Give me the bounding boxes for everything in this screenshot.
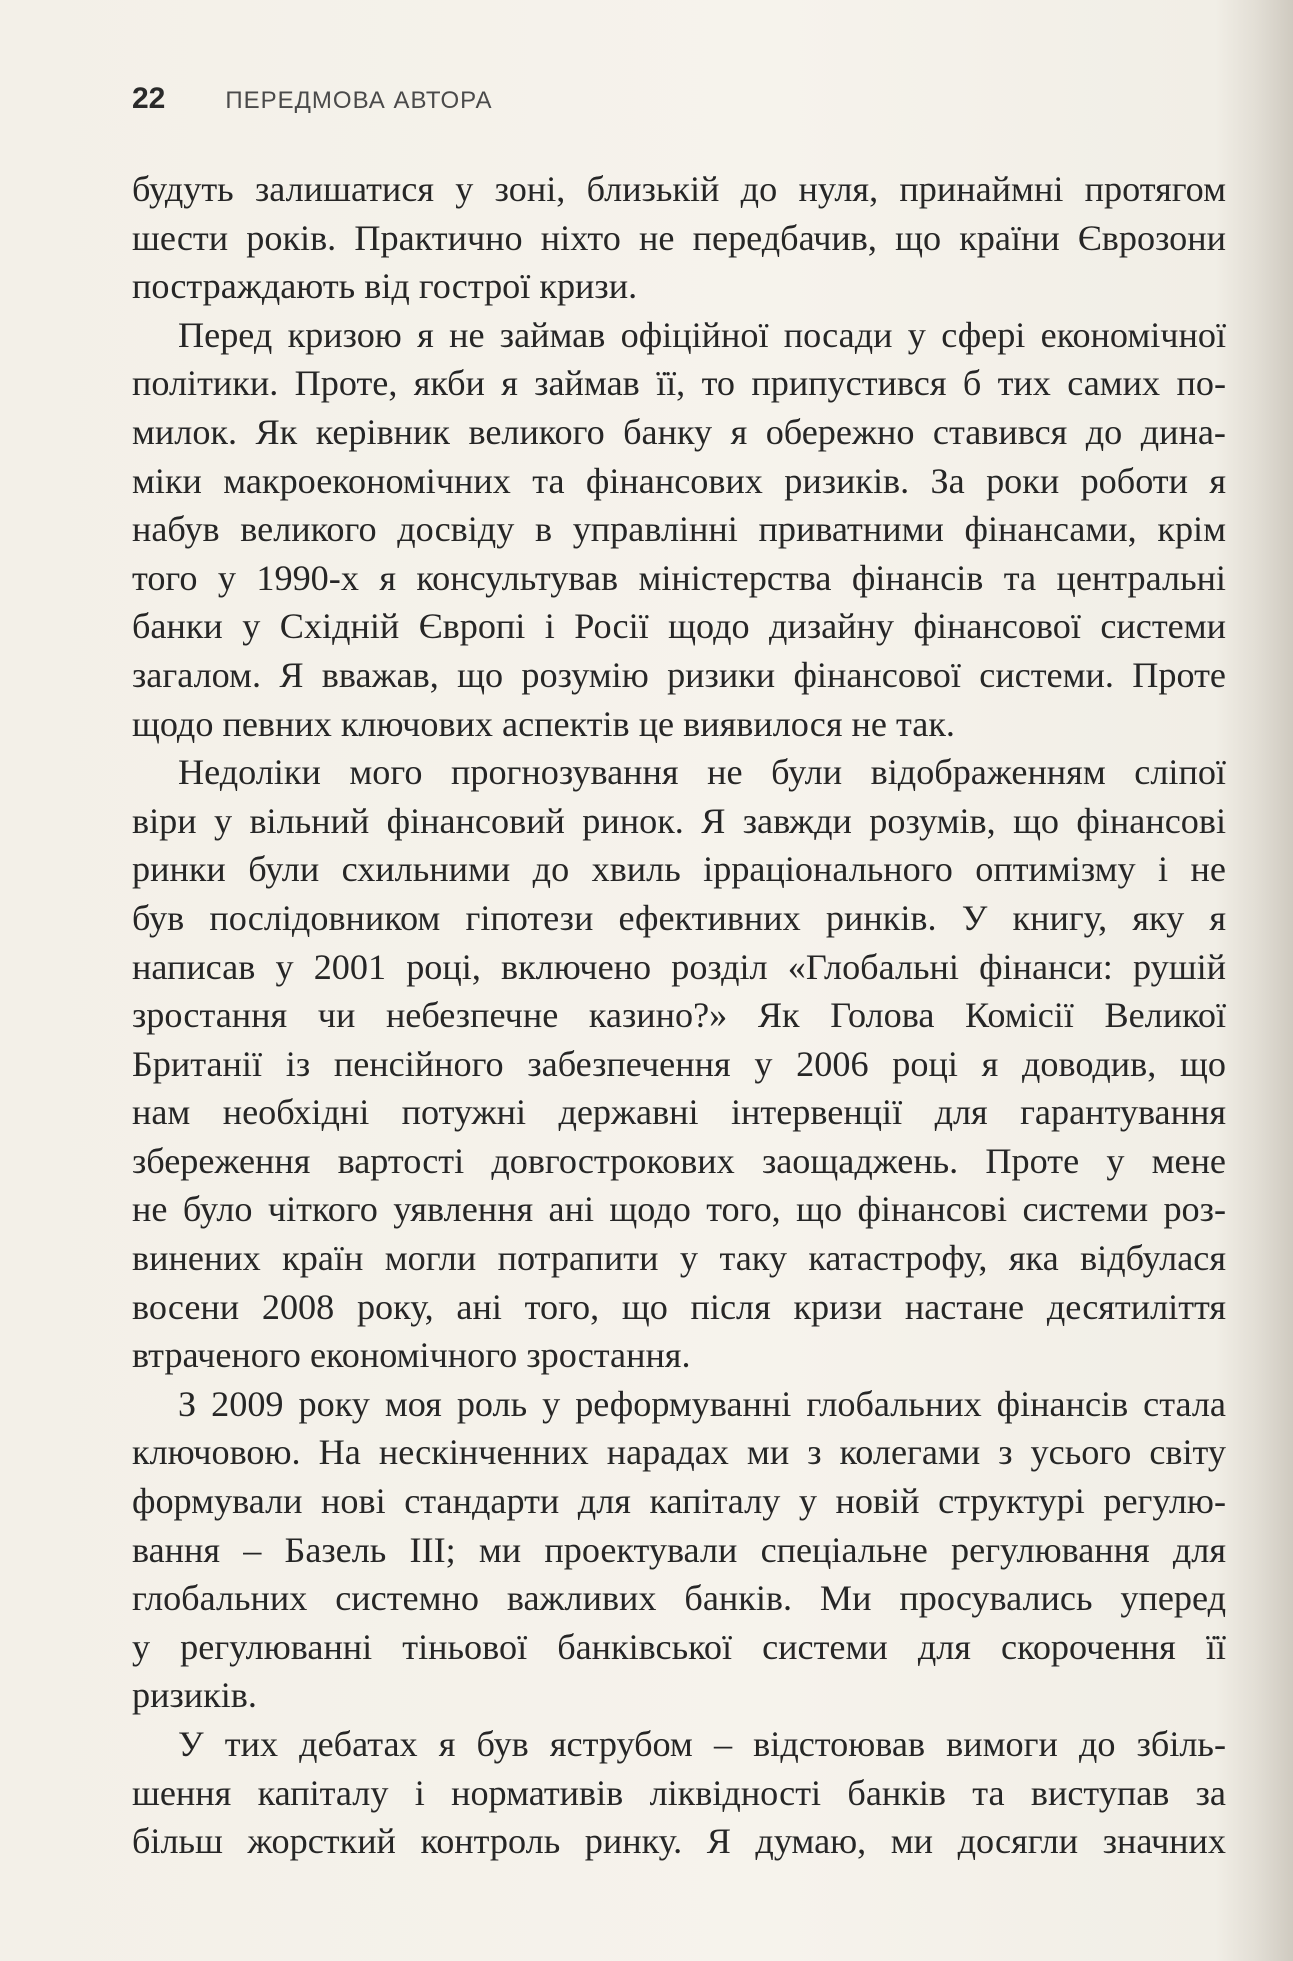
text-line: Недоліки мого прогнозування не були відображенням сліпої	[178, 752, 1226, 793]
text-line: шести років. Практично ніхто не передбачив, що країни Єврозони	[132, 217, 1226, 258]
running-title: ПЕРЕДМОВА АВТОРА	[225, 87, 493, 114]
text-line: восени 2008 року, ані того, що після кризи настане десятиліття	[132, 1286, 1226, 1327]
text-line: У тих дебатах я був яструбом – відстоював вимоги до збіль-	[178, 1724, 1226, 1764]
text-line: не було чіткого уявлення ані щодо того, що фінансові системи роз-	[132, 1189, 1226, 1230]
text-line: ключовою. На нескінченних нарадах ми з колегами з усього світу	[132, 1432, 1226, 1473]
paragraph	[132, 748, 1226, 1380]
page-header	[132, 82, 493, 122]
paragraph	[132, 311, 1226, 748]
paragraph	[132, 1720, 1226, 1866]
text-line: зростання чи небезпечне казино?» Як Голова Комісії Великої	[132, 995, 1226, 1036]
text-line: міки макроекономічних та фінансових ризиків. За роки роботи я	[132, 460, 1226, 501]
text-line: набув великого досвіду в управлінні приватними фінансами, крім	[132, 509, 1226, 550]
text-line: збереження вартості довгострокових заощаджень. Проте у мене	[132, 1140, 1226, 1181]
text-line: був послідовником гіпотези ефективних ринків. У книгу, яку я	[132, 897, 1226, 938]
paragraph	[132, 165, 1226, 311]
paragraph	[132, 1380, 1226, 1720]
text-line: ринки були схильними до хвиль ірраціонального оптимізму і не	[132, 849, 1226, 890]
text-line: віри у вільний фінансовий ринок. Я завжди розумів, що фінансові	[132, 800, 1226, 841]
text-line: винених країн могли потрапити у таку катастрофу, яка відбулася	[132, 1238, 1226, 1279]
text-line: формували нові стандарти для капіталу у новій структурі регулю-	[132, 1481, 1226, 1522]
text-line: нам необхідні потужні державні інтервенції для гарантування	[132, 1092, 1226, 1133]
text-line: загалом. Я вважав, що розумію ризики фінансової системи. Проте	[132, 654, 1226, 695]
body-text	[132, 165, 1226, 1866]
text-line: написав у 2001 році, включено розділ «Глобальні фінанси: рушій	[132, 946, 1226, 987]
text-line: більш жорсткий контроль ринку. Я думаю, ми досягли значних	[132, 1821, 1226, 1862]
page-number: 22	[132, 82, 166, 115]
text-line: будуть залишатися у зоні, близькій до нуля, принаймні протягом	[132, 169, 1226, 209]
text-line: втраченого економічного зростання.	[132, 1335, 691, 1376]
text-line: шення капіталу і нормативів ліквідності банків та виступав за	[132, 1772, 1226, 1813]
text-line: милок. Як керівник великого банку я обережно ставився до дина-	[132, 411, 1226, 452]
text-line: політики. Проте, якби я займав її, то припустився б тих самих по-	[132, 363, 1226, 404]
text-line: З 2009 року моя роль у реформуванні глобальних фінансів стала	[178, 1383, 1226, 1424]
text-line: у регулюванні тіньової банківської системи для скорочення її	[132, 1626, 1226, 1667]
text-line: ризиків.	[132, 1675, 257, 1716]
text-line: Перед кризою я не займав офіційної посади у сфері економічної	[178, 314, 1226, 355]
text-line: постраждають від гострої кризи.	[132, 266, 638, 307]
text-line: щодо певних ключових аспектів це виявилося не так.	[132, 703, 955, 744]
text-line: Британії із пенсійного забезпечення у 2006 році я доводив, що	[132, 1043, 1226, 1084]
text-line: глобальних системно важливих банків. Ми просувались уперед	[132, 1578, 1226, 1619]
text-line: банки у Східній Європі і Росії щодо дизайну фінансової системи	[132, 606, 1226, 647]
text-line: того у 1990-х я консультував міністерства фінансів та центральні	[132, 557, 1226, 598]
text-line: вання – Базель III; ми проектували спеціальне регулювання для	[132, 1529, 1226, 1570]
